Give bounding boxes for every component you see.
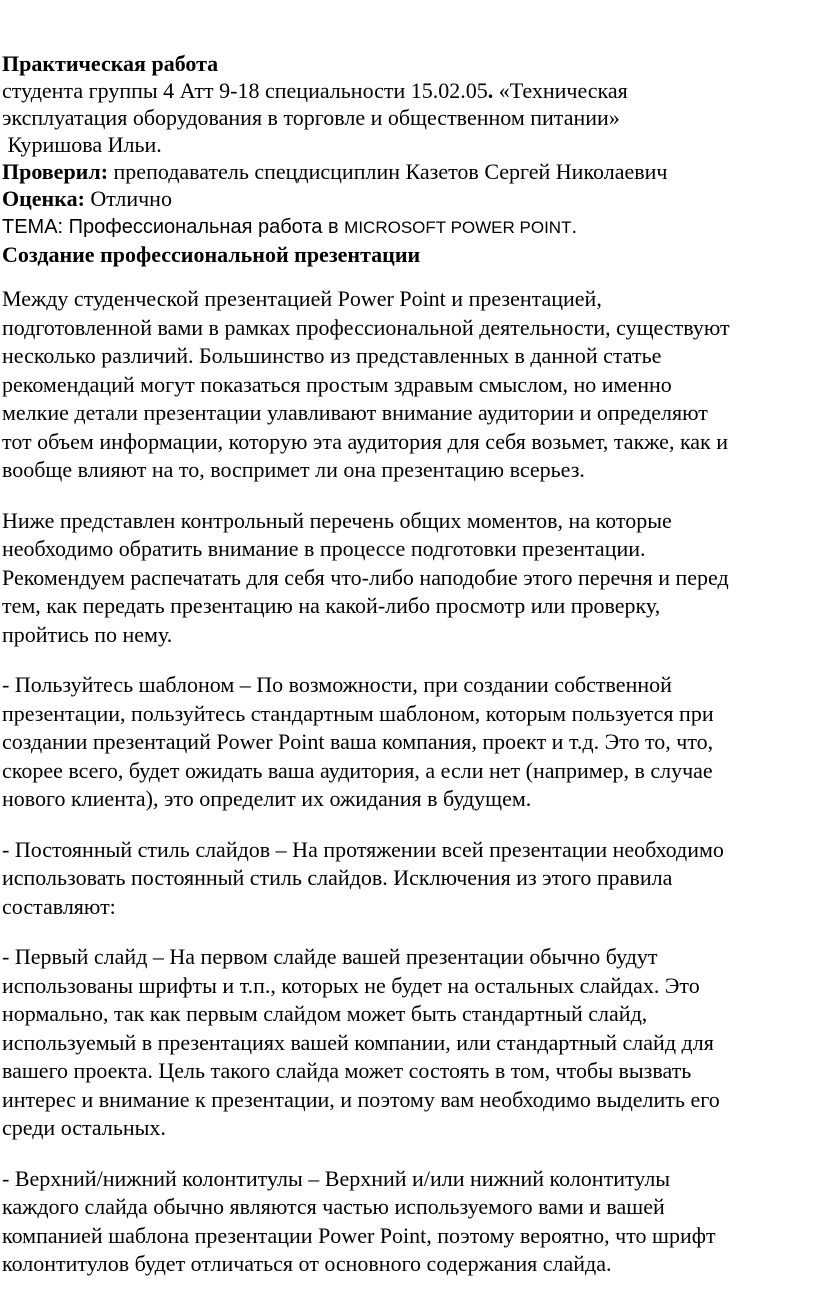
paragraph-line: использованы шрифты и т.п., которых не будет на остальных слайдах. Это — [2, 972, 700, 998]
paragraph-line: интерес и внимание к презентации, и поэтому вам необходимо выделить его — [2, 1086, 720, 1112]
paragraph — [2, 836, 814, 922]
paragraph-line: рекомендаций могут показаться простым здравым смыслом, но именно — [2, 371, 672, 397]
paragraph-line: подготовленной вами в рамках профессиональной деятельности, существуют — [2, 314, 730, 340]
paragraph-line: среди остальных. — [2, 1115, 166, 1140]
paragraph-line: скорее всего, будет ожидать ваша аудитория, а если нет (например, в случае — [2, 757, 713, 783]
document-page — [0, 50, 816, 1279]
paragraph-line: Ниже представлен контрольный перечень общих моментов, на которые — [2, 507, 672, 533]
paragraph-line: тем, как передать презентацию на какой-либо просмотр или проверку, — [2, 593, 661, 618]
checked-by-line — [2, 158, 814, 185]
paragraph-line: Между студенческой презентацией Power Point и презентацией, — [2, 286, 602, 311]
paragraph-line: нормально, так как первым слайдом может быть стандартный слайд, — [2, 1001, 648, 1026]
student-group-dot: . — [487, 78, 494, 103]
paragraph-line: тот объем информации, которую эта аудитория для себя возьмет, также, как и — [2, 428, 729, 454]
paragraph-line: вообще влияют на то, воспримет ли она презентацию всерьез. — [2, 457, 585, 482]
paragraph-line: презентации, пользуйтесь стандартным шаблоном, которым пользуется при — [2, 700, 714, 726]
paragraph — [2, 507, 814, 650]
student-group-text: студента группы 4 Атт 9-18 специальности 15.02.05 — [2, 78, 488, 103]
checked-by-value: преподаватель спецдисциплин Казетов Сергей Николаевич — [108, 159, 668, 184]
paragraph-line: - Постоянный стиль слайдов – На протяжении всей презентации необходимо — [2, 836, 724, 862]
paragraph-line: колонтитулов будет отличаться от основного содержания слайда. — [2, 1251, 612, 1276]
paragraph-line: - Верхний/нижний колонтитулы – Верхний и/или нижний колонтитулы — [2, 1165, 671, 1191]
paragraph — [2, 285, 814, 485]
grade-line — [2, 185, 814, 212]
specialty-start: «Техническая — [493, 78, 628, 103]
paragraph-line: Рекомендуем распечатать для себя что-либо наподобие этого перечня и перед — [2, 564, 729, 590]
paragraph-line: - Пользуйтесь шаблоном – По возможности, при создании собственной — [2, 672, 672, 697]
topic-caps: MICROSOFT POWER POINT — [344, 218, 572, 237]
topic-prefix: ТЕМА: Профессиональная работа в — [2, 216, 345, 238]
checked-by-label: Проверил: — [2, 159, 109, 184]
paragraph-line: нового клиента), это определит их ожидания в будущем. — [2, 786, 532, 811]
paragraph-line: несколько различий. Большинство из представленных в данной статье — [2, 343, 662, 368]
specialty-line: эксплуатация оборудования в торговле и общественном питании» — [2, 105, 620, 130]
grade-value: Отлично — [84, 186, 172, 211]
student-name: Куришова Ильи. — [2, 132, 162, 157]
document-title: Практическая работа — [2, 51, 219, 76]
student-group-line — [2, 77, 814, 104]
paragraph-line: компанией шаблона презентации Power Point, поэтому вероятно, что шрифт — [2, 1222, 716, 1248]
paragraph — [2, 1165, 814, 1279]
paragraph-line: - Первый слайд – На первом слайде вашей презентации обычно будут — [2, 944, 658, 969]
grade-label: Оценка: — [2, 186, 85, 211]
paragraph — [2, 671, 814, 814]
topic-line — [2, 212, 814, 241]
paragraph-line: использовать постоянный стиль слайдов. Исключения из этого правила — [2, 865, 673, 890]
paragraph-line: необходимо обратить внимание в процессе подготовки презентации. — [2, 536, 646, 561]
paragraph-line: используемый в презентациях вашей компании, или стандартный слайд для — [2, 1029, 714, 1055]
body-text — [2, 285, 814, 1279]
paragraph-line: вашего проекта. Цель такого слайда может состоять в том, чтобы вызвать — [2, 1058, 692, 1083]
paragraph-line: составляют: — [2, 893, 116, 919]
document-subtitle: Создание профессиональной презентации — [2, 242, 421, 267]
paragraph-line: создании презентаций Power Point ваша компания, проект и т.д. Это то, что, — [2, 729, 714, 754]
topic-end: . — [571, 216, 578, 238]
paragraph — [2, 943, 814, 1143]
paragraph-line: пройтись по нему. — [2, 621, 173, 647]
paragraph-line: мелкие детали презентации улавливают внимание аудитории и определяют — [2, 400, 708, 425]
paragraph-line: каждого слайда обычно являются частью используемого вами и вашей — [2, 1194, 665, 1219]
